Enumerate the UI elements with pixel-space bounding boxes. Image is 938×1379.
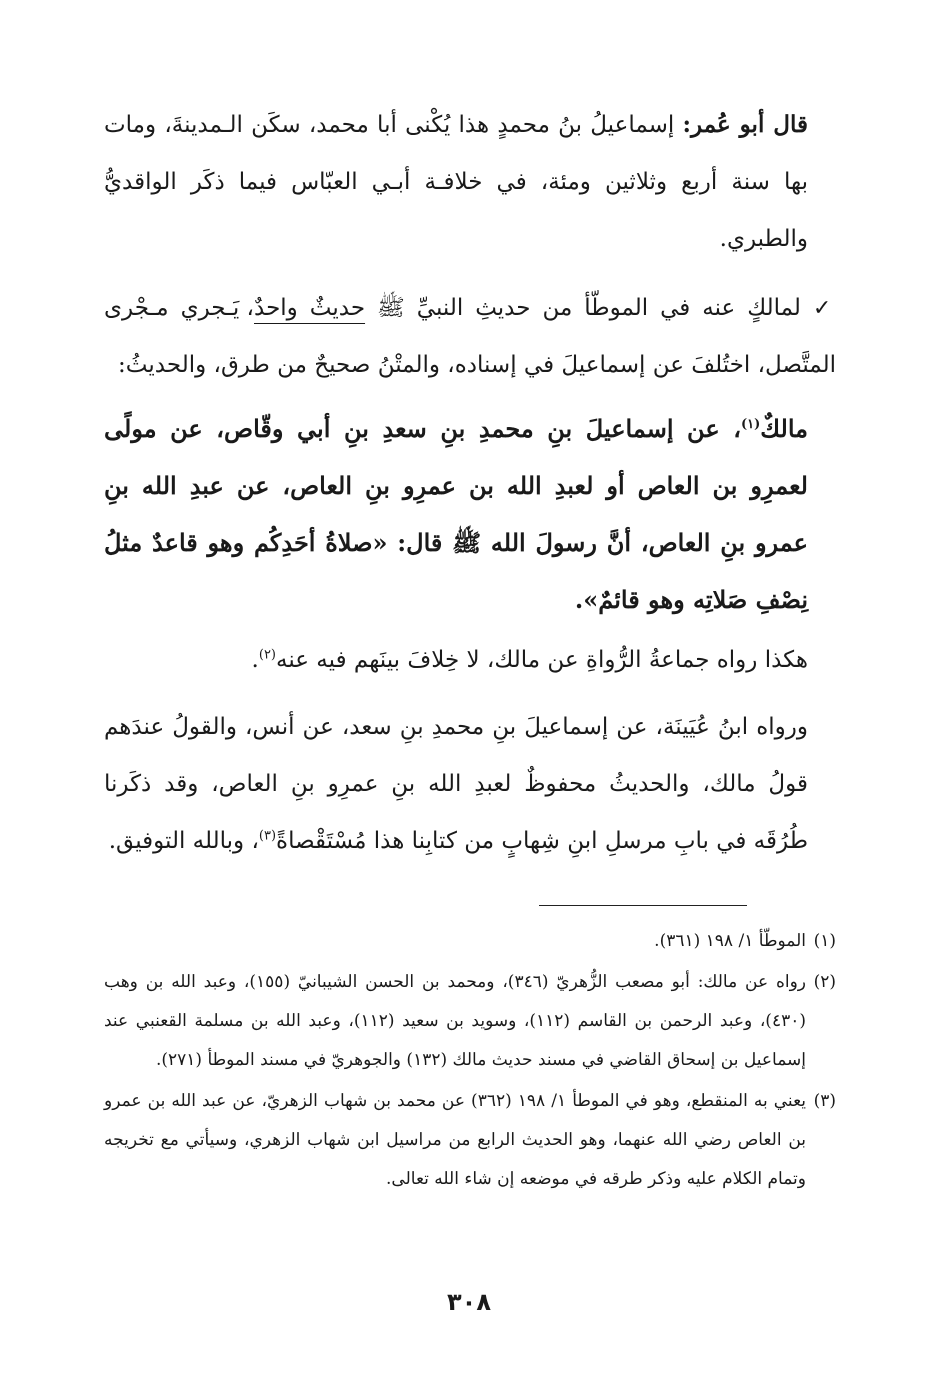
footnote-number: (٢) xyxy=(813,972,836,992)
paragraph-1-text: إسماعيلُ بنُ محمدٍ هذا يُكْنى أبا محمد، سكَن الـمدينةَ، ومات بها سنة أربع وثلاثين ومئة، في خلافـة أبـي العبّاس فيما ذكَر الواقديُّ والطبري. xyxy=(104,112,808,252)
paragraph-2-text-b: ، يَـجري مـجْرى المتَّصل، اختُلفَ عن إسماعيلَ في إسناده، والمتْنُ صحيحٌ من طرق، والحديثُ: xyxy=(104,295,836,378)
paragraph-5-text-b: ، وبالله التوفيق. xyxy=(108,828,259,854)
paragraph-2 xyxy=(104,280,836,394)
footnote-text: الموطّأ ١/ ١٩٨ (٣٦١). xyxy=(654,931,806,951)
paragraph-4 xyxy=(104,632,836,689)
footnote-separator xyxy=(539,905,747,906)
paragraph-2-text-a: لمالكٍ عنه في الموطّأ من حديثِ النبيِّ ﷺ xyxy=(365,295,813,321)
footnote-1 xyxy=(104,922,836,961)
paragraph-4-text-b: . xyxy=(251,647,259,673)
footnote-2 xyxy=(104,963,836,1080)
paragraph-5-text-a: ورواه ابنُ عُيَينَة، عن إسماعيلَ بنِ محمدِ بنِ سعد، عن أنس، والقولُ عندَهم قولُ مالك، والحديثُ محفوظٌ لعبدِ الله بنِ عمرِو بنِ العاص، وقد ذكَرنا طُرُقَه في بابِ مرسلِ ابنِ شِهابٍ من كتابِنا هذا مُسْتَقْصاةً xyxy=(104,714,808,854)
footnotes xyxy=(104,922,836,1201)
footnote-number: (١) xyxy=(813,931,836,951)
speaker-label: قال أبو عُمر: xyxy=(682,111,808,138)
underlined-phrase: حديثٌ واحدٌ xyxy=(254,295,366,321)
hadith-text: ، عن إسماعيلَ بنِ محمدِ بنِ سعدِ بنِ أبي وقّاص، عن مولًى لعمرِو بن العاص أو لعبدِ الله بن عمرِو بنِ العاص، عن عبدِ الله بنِ عمرو بنِ العاص، أنَّ رسولَ الله ﷺ قال: «صلاةُ أحَدِكُم وهو قاعدٌ مثلُ نِصْفِ صَلاتِه وهو قائمٌ». xyxy=(104,414,808,614)
page-number: ٣٠٨ xyxy=(447,1288,491,1316)
hadith-paragraph xyxy=(104,400,836,628)
paragraph-1 xyxy=(104,96,836,268)
paragraph-5 xyxy=(104,699,836,870)
checkmark-icon: ✓ xyxy=(812,296,837,321)
footnote-marker-2: (٢) xyxy=(258,647,276,663)
footnote-number: (٣) xyxy=(813,1091,836,1111)
footnote-text: رواه عن مالك: أبو مصعب الزُّهريّ (٣٤٦)، ومحمد بن الحسن الشيبانيّ (١٥٥)، وعبد الله بن وهب (٤٣٠)، وعبد الرحمن بن القاسم (١١٢)، وسويد بن سعيد (١١٢)، وعبد الله بن مسلمة القعنبي عند إسماعيل بن إسحاق القاضي في مسند حديث مالك (١٣٢) والجوهريّ في مسند الموطأ (٢٧١). xyxy=(104,972,807,1070)
footnote-marker-1: (١) xyxy=(740,417,761,432)
paragraph-4-text-a: هكذا رواه جماعةُ الرُّواةِ عن مالك، لا خِلافَ بينَهم فيه عنه xyxy=(276,647,808,673)
footnote-text: يعني به المنقطع، وهو في الموطأ ١/ ١٩٨ (٣٦٢) عن محمد بن شهاب الزهريّ، عن عبد الله بن عمرو بن العاص رضي الله عنهما، وهو الحديث الرابع من مراسيل ابن شهاب الزهري، وسيأتي مع تخريجه وتمام الكلام عليه وذكر طرقه في موضعه إن شاء الله تعالى. xyxy=(104,1091,806,1189)
hadith-narrator: مالكٌ xyxy=(760,414,808,443)
footnote-marker-3: (٣) xyxy=(258,828,277,844)
main-text xyxy=(104,96,836,870)
footnote-3 xyxy=(104,1082,836,1199)
